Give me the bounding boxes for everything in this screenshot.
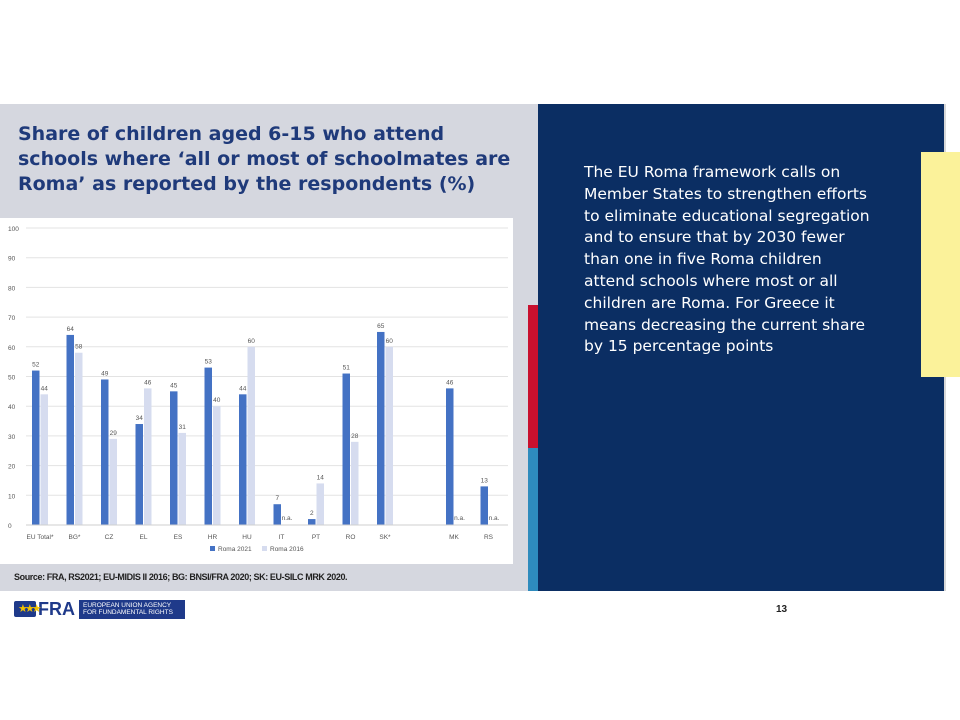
data-label: 46 xyxy=(144,379,152,387)
data-label: 51 xyxy=(342,364,350,372)
x-tick-label: BG* xyxy=(68,534,81,541)
data-label: 52 xyxy=(32,361,40,369)
legend-label: Roma 2021 xyxy=(218,546,252,553)
x-tick-label: MK xyxy=(449,534,459,541)
data-label: 45 xyxy=(170,382,178,390)
data-label: 28 xyxy=(351,432,359,440)
y-tick-label: 30 xyxy=(8,433,16,441)
data-label: 65 xyxy=(377,322,385,330)
legend-swatch xyxy=(262,546,267,551)
data-label: 40 xyxy=(213,397,221,405)
bar-roma-2016 xyxy=(248,347,256,525)
data-label-na: n.a. xyxy=(281,515,293,522)
legend-label: Roma 2016 xyxy=(270,546,304,553)
bar-roma-2016 xyxy=(351,442,359,525)
yellow-accent-bar xyxy=(921,152,960,377)
bar-roma-2021 xyxy=(481,486,489,525)
fra-logo xyxy=(14,600,185,618)
data-label: 44 xyxy=(239,385,247,393)
y-tick-label: 10 xyxy=(8,493,16,501)
bar-roma-2016 xyxy=(317,483,325,525)
bar-roma-2016 xyxy=(75,353,83,525)
data-label: 64 xyxy=(66,325,74,333)
x-tick-label: HR xyxy=(207,534,218,541)
logo-agency-line1: EUROPEAN UNION AGENCY xyxy=(83,601,172,609)
panel-text: The EU Roma framework calls on Member States to strengthen efforts to eliminate educational segregation and to ensure that by 2030 fewer than one in five Roma children attend schools where most or all children are Roma. For Greece it means decreasing the current share by 15 percentage points xyxy=(584,163,870,356)
data-label: 34 xyxy=(135,415,143,423)
bar-roma-2021 xyxy=(308,519,316,525)
bar-roma-2021 xyxy=(67,335,75,525)
data-label: 31 xyxy=(178,423,186,431)
y-tick-label: 40 xyxy=(8,404,16,412)
bar-roma-2016 xyxy=(41,394,49,525)
source-note: Source: FRA, RS2021; EU-MIDIS II 2016; BG: BNSI/FRA 2020; SK: EU-SILC MRK 2020. xyxy=(14,572,348,582)
data-label: 44 xyxy=(40,385,48,393)
y-tick-label: 0 xyxy=(8,523,12,530)
bar-roma-2021 xyxy=(239,394,247,525)
data-label: 46 xyxy=(446,379,454,387)
chart-area xyxy=(0,218,513,564)
x-tick-label: RO xyxy=(345,534,356,541)
bar-roma-2016 xyxy=(386,347,394,525)
data-label: 29 xyxy=(109,429,117,437)
bar-roma-2021 xyxy=(446,388,454,525)
data-label: 60 xyxy=(385,337,393,345)
x-tick-label: ES xyxy=(173,534,183,541)
slide-title: Share of children aged 6-15 who attend schools where ‘all or most of schoolmates are Roma’ as reported by the respondents (%) xyxy=(18,123,511,195)
bar-roma-2021 xyxy=(274,504,282,525)
bar-roma-2021 xyxy=(170,391,178,525)
y-tick-label: 60 xyxy=(8,344,16,352)
legend-swatch xyxy=(210,546,215,551)
data-label: 53 xyxy=(204,358,212,366)
x-tick-label: RS xyxy=(483,534,494,541)
data-label: 7 xyxy=(275,495,280,503)
logo-text: FRA xyxy=(38,598,75,619)
bar-roma-2016 xyxy=(179,433,187,525)
x-tick-label: PT xyxy=(311,534,321,541)
bar-roma-2021 xyxy=(343,374,351,525)
x-tick-label: HU xyxy=(242,534,252,541)
bar-chart xyxy=(0,218,513,564)
x-tick-label: EL xyxy=(139,534,148,541)
data-label: 49 xyxy=(101,370,109,378)
logo-agency-line2: FOR FUNDAMENTAL RIGHTS xyxy=(83,609,173,616)
y-tick-label: 100 xyxy=(8,226,19,233)
data-label: 14 xyxy=(316,474,324,482)
x-tick-label: CZ xyxy=(104,534,114,541)
data-label: 2 xyxy=(309,510,314,518)
data-label: 58 xyxy=(75,343,83,351)
x-tick-label: EU Total* xyxy=(26,534,54,541)
data-label: 13 xyxy=(480,477,488,485)
eu-stars-icon: ★★★ xyxy=(14,601,36,617)
y-tick-label: 50 xyxy=(8,374,16,382)
bar-roma-2021 xyxy=(205,368,213,525)
page-number: 13 xyxy=(776,604,788,615)
y-tick-label: 20 xyxy=(8,463,16,471)
blue-stripe xyxy=(528,448,538,591)
text-panel xyxy=(538,104,944,591)
x-tick-label: SK* xyxy=(379,534,391,541)
y-tick-label: 80 xyxy=(8,285,16,293)
y-tick-label: 70 xyxy=(8,315,16,323)
red-stripe xyxy=(528,305,538,448)
bar-roma-2016 xyxy=(110,439,118,525)
logo-agency-box xyxy=(79,600,185,619)
data-label: 60 xyxy=(247,337,255,345)
bar-roma-2021 xyxy=(136,424,144,525)
bar-roma-2021 xyxy=(101,379,109,525)
y-tick-label: 90 xyxy=(8,255,16,263)
bar-roma-2021 xyxy=(377,332,385,525)
bar-roma-2021 xyxy=(32,371,40,525)
bar-roma-2016 xyxy=(213,406,221,525)
bar-roma-2016 xyxy=(144,388,152,525)
data-label-na: n.a. xyxy=(488,515,500,522)
data-label-na: n.a. xyxy=(454,515,465,522)
x-tick-label: IT xyxy=(278,534,285,541)
